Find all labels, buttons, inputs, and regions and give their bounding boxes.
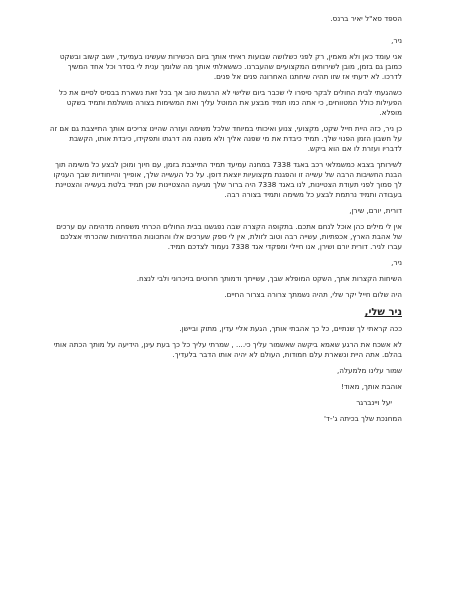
section2-line-3: שמור עלינו מלמעלה, bbox=[337, 366, 402, 375]
paragraph-3: כן ניר, כזה היית חייל שקט, מקצועי, צנוע ואיכותי במיוחד שלכל משימה ועזרה שהיינו צריכים אותך התייצבת גם אם זה על חשבון הזמן הפנוי שלך. תמיד כיבדת את מי שפנה אליך ולא משנה מה דרגתו ותפקידו, כיבדת אותו, הקשבת לדבריו ועזרת לו אם הוא ביקש. bbox=[49, 124, 402, 153]
paragraph-4: לשירותך בצבא כמשמלאי רכב באגד 7338 במחנה עמיעד תמיד התייצבת בזמן, עם חיוך ומוכן לבצע כל משימה תוך הבנת החשיבות הרבה של עשייה זו והפגנת מקצועיות יוצאת דופן. על כל העשייה שלך, אופייך והייחודיות שבך העניקו לך סמוך לפני תעודת הצטיינות, לנו באגד 7338 היה ברור שלך מגיעה ההצטיינות שכן תמיד בלטת בעשייה והצטיינת בעבודה ותמיד נרתמת לבצע כל משימה ותמיד בצורה רבה. bbox=[53, 160, 402, 199]
paragraph-6: אין לי מילים כהן אוכל לנחם אתכם. בתקופה הקצרה שבה נפגשנו בבית החולים הכרתי משפחה מדהימה עם ערכים של אהבת הארץ, אכפתיות, עשייה רבה וטוב לזולת, אין לי ספק שערכים אלו והתכונות המדהימות שהכרתי אצלכם עברו לניר. דורית יורם ושירן, אנו חיילי ומפקדי אגד 7338 נעמוד לצדכם תמיד. bbox=[56, 222, 402, 251]
section2-line-2: לא אשכח את הרגע שאמא ביקשה שאשמור עליך כי.... , שמרתי עליך כל כך בעת עינן, הידיעה על מותך הכתה אותי בהלם. אתה היית ונשארת עלם חמודות, העולם לא יהיה אותו הדבר בלעדיך. bbox=[53, 340, 402, 359]
document-title: הספד סא"ל יאיר ברנס. bbox=[330, 14, 402, 23]
signature-name: יעל ויינברגר bbox=[356, 398, 392, 407]
paragraph-8: היה שלום חייל יקר שלי, תהיה נשמתך צרורה בצרור החיים. bbox=[224, 290, 402, 299]
paragraph-2: כשהגעתי לבית החולים לבקר סיפרו לי שכבר ביום שלישי לא הרגשת טוב אך בכל זאת נשארת בבסיס לסיים את כל הפעילות כולל המטווחים, כי אתה כמו תמיד מבצע את המוטל עליך ואת המשימות בצורה מושלמת ותמיד בשקט מופלא. bbox=[59, 88, 402, 117]
signature-role: המחנכת שלך בכיתה ג'-ד' bbox=[324, 414, 402, 423]
section2-line-4: אוהבת אותך, מאוד! bbox=[341, 382, 402, 391]
greeting-nir-2: ניר, bbox=[391, 258, 402, 267]
paragraph-7: השיחות הקצרות אתך, השקט המופלא שבך, עשייתך ודמותך חרוטים בזיכרוני ולבי לנצח. bbox=[136, 274, 402, 283]
paragraph-1: אני עומד כאן ולא מאמין, רק לפני כשלושה שבועות ראיתי אותך ביום הכשירות שעשינו בעמיעד, יושב קשוב ובשקט כמובן גם בזמן, מובן לשירותים המקצועיים שהעברנו. כששאלתי אותך מה שלומך ענית לי בסדר וכל אחד המשיך לדרכו. לא ידעתי אז שזו תהיה שיחתנו האחרונה פנים אל פנים. bbox=[59, 52, 402, 81]
section-title-nir-sheli: ניר שלי, bbox=[364, 307, 402, 318]
greeting-nir: ניר, bbox=[391, 36, 402, 45]
section2-line-1: ככה קראתי לך שנתיים, כל כך אהבתי אותך, הגעת אליי עדין, מתוק וביישן. bbox=[179, 324, 402, 333]
family-greeting: דורית, יורם, שירן, bbox=[349, 206, 402, 215]
